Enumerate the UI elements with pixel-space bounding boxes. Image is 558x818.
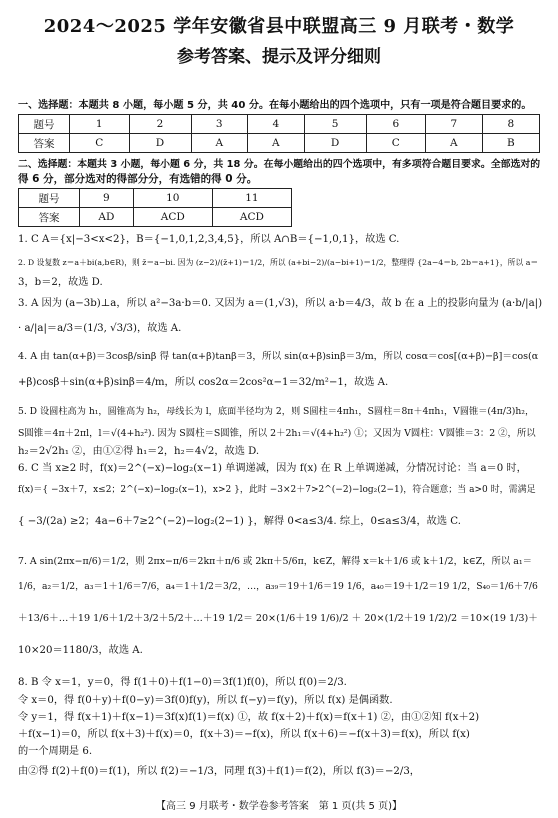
answer-cell: D bbox=[129, 134, 191, 153]
answer-cell: A bbox=[248, 134, 305, 153]
solution-line: ＋13/6＋…＋19 1/6＋1/2＋3/2＋5/2＋…＋19 1/2＝ 20×(1/6＋19 1/6)/2 ＋ 20×(1/2＋19 1/2)/2 ＝10×(19 1/3)＋ bbox=[18, 613, 538, 624]
solution-line: 由②得 f(2)＋f(0)＝f(1)，所以 f(2)＝−1/3，同理 f(3)＋f(1)＝f(2)，所以 f(3)＝−2/3， bbox=[18, 766, 420, 777]
table-row bbox=[19, 134, 540, 153]
page-footer: 【高三 9 月联考・数学卷参考答案 第 1 页(共 5 页)】 bbox=[156, 801, 402, 812]
question-number: 9 bbox=[80, 189, 134, 208]
table-row bbox=[19, 115, 540, 134]
question-number: 5 bbox=[304, 115, 366, 134]
section2-heading-line2: 得 6 分，部分选对的得部分分，有选错的得 0 分。 bbox=[18, 173, 258, 185]
solution-line: 1/6，a₂＝1/2，a₃＝1＋1/6＝7/6，a₄＝1＋1/2＝3/2，…，a₃₉＝19＋1/6＝19 1/6，a₄₀＝19＋1/2＝19 1/2，S₄₀＝1/6＋7/6 bbox=[18, 581, 538, 592]
solution-line: 的一个周期是 6. bbox=[18, 746, 93, 757]
question-number: 3 bbox=[191, 115, 248, 134]
answer-cell: C bbox=[366, 134, 426, 153]
answer-cell: C bbox=[70, 134, 130, 153]
solution-line: 5. D 设圆柱高为 h₁，圆锥高为 h₂，母线长为 l，底面半径均为 2，则 S圆柱＝4πh₁，S圆柱＝8π＋4πh₁，V圆锥＝(4π/3)h₂， bbox=[18, 406, 535, 417]
question-number: 4 bbox=[248, 115, 305, 134]
solution-line: 3，b＝2，故选 D. bbox=[18, 277, 103, 288]
solution-line: 7. A sin(2πx−π/6)＝1/2，则 2πx−π/6＝2kπ＋π/6 或 2kπ＋5/6π，k∈Z，解得 x＝k＋1/6 或 k＋1/2，k∈Z，所以 a₁＝ bbox=[18, 556, 532, 567]
question-number: 2 bbox=[129, 115, 191, 134]
section1-heading: 一、选择题：本题共 8 小题，每小题 5 分，共 40 分。在每小题给出的四个选项中，只有一项是符合题目要求的。 bbox=[18, 100, 532, 111]
table-row bbox=[19, 208, 292, 227]
answer-table-2 bbox=[18, 188, 292, 227]
solution-line: 6. C 当 x≥2 时，f(x)＝2^(−x)−log₂(x−1) 单调递减，因为 f(x) 在 R 上单调递减，分情况讨论：当 a＝0 时， bbox=[18, 463, 527, 474]
answer-cell: A bbox=[426, 134, 483, 153]
answer-cell: AD bbox=[80, 208, 134, 227]
solution-line: 10×20＝1180/3，故选 A. bbox=[18, 645, 143, 656]
solution-line: +β)cosβ＋sin(α+β)sinβ＝4/m，所以 cos2α＝2cos²α−1＝32/m²−1，故选 A. bbox=[18, 377, 389, 388]
table-row bbox=[19, 189, 292, 208]
solution-line: f(x)＝{ −3x＋7，x≤2；2^(−x)−log₂(x−1)，x>2 }，此时 −3×2＋7>2^(−2)−log₂(2−1)，符合题意；当 a>0 时，需满足 bbox=[18, 485, 536, 495]
solution-line: 8. B 令 x＝1，y＝0，得 f(1＋0)＋f(1−0)＝3f(1)f(0)，所以 f(0)＝2/3. bbox=[18, 677, 347, 688]
question-number: 8 bbox=[482, 115, 539, 134]
solution-line: · a/|a|＝a/3＝(1/3, √3/3)，故选 A. bbox=[18, 323, 182, 334]
solution-line: 令 x＝0，得 f(0＋y)＋f(0−y)＝3f(0)f(y)，所以 f(−y)＝f(y)，所以 f(x) 是偶函数. bbox=[18, 695, 393, 706]
solution-line: 3. A 因为 (a−3b)⊥a，所以 a²−3a·b＝0. 又因为 a＝(1,√3)，所以 a·b＝4/3，故 b 在 a 上的投影向量为 (a·b/|a|) bbox=[18, 298, 543, 309]
solution-line: ＋f(x−1)＝0，所以 f(x＋3)＋f(x)＝0，f(x＋3)＝−f(x)，所以 f(x＋6)＝−f(x＋3)＝f(x)，所以 f(x) bbox=[18, 729, 470, 740]
question-number: 10 bbox=[133, 189, 212, 208]
question-number: 6 bbox=[366, 115, 426, 134]
solution-line: h₂＝2√2h₁ ②，由①②得 h₁＝2，h₂＝4√2，故选 D. bbox=[18, 446, 260, 457]
solution-line: 令 y＝1，得 f(x＋1)＋f(x−1)＝3f(x)f(1)＝f(x) ①，故 f(x＋2)＋f(x)＝f(x＋1) ②，由①②知 f(x＋2) bbox=[18, 712, 480, 723]
page-subtitle: 参考答案、提示及评分细则 bbox=[177, 47, 381, 67]
row-label: 题号 bbox=[19, 115, 70, 134]
answer-cell: D bbox=[304, 134, 366, 153]
solution-line: 4. A 由 tan(α+β)＝3cosβ/sinβ 得 tan(α+β)tanβ＝3，所以 sin(α+β)sinβ＝3/m，所以 cosα＝cos[(α+β)−β]＝cos(α bbox=[18, 351, 539, 362]
answer-table-1 bbox=[18, 114, 540, 153]
answer-cell: ACD bbox=[212, 208, 291, 227]
row-label: 题号 bbox=[19, 189, 80, 208]
solution-line: S圆锥＝4π＋2πl，l＝√(4+h₂²). 因为 S圆柱＝S圆锥，所以 2＋2h₁＝√(4+h₂²) ①；又因为 V圆柱：V圆锥＝3：2 ②，所以 bbox=[18, 428, 536, 439]
page-title: 2024～2025 学年安徽省县中联盟高三 9 月联考・数学 bbox=[43, 16, 515, 37]
question-number: 1 bbox=[70, 115, 130, 134]
answer-cell: ACD bbox=[133, 208, 212, 227]
question-number: 7 bbox=[426, 115, 483, 134]
solution-line: { −3/(2a) ≥2；4a−6＋7≥2^(−2)−log₂(2−1) }，解得 0<a≤3/4. 综上，0≤a≤3/4，故选 C. bbox=[18, 516, 461, 527]
solution-line: 1. C A＝{x|−3<x<2}，B＝{−1,0,1,2,3,4,5}，所以 A∩B＝{−1,0,1}，故选 C. bbox=[18, 234, 400, 245]
row-label: 答案 bbox=[19, 208, 80, 227]
section2-heading-line1: 二、选择题：本题共 3 小题，每小题 6 分，共 18 分。在每小题给出的四个选项中，有多项符合题目要求。全部选对的 bbox=[18, 159, 541, 170]
question-number: 11 bbox=[212, 189, 291, 208]
answer-cell: B bbox=[482, 134, 539, 153]
solution-line: 2. D 设复数 z＝a＋bi(a,b∈R)，则 z̄＝a−bi. 因为 (z−2)/(z̄+1)＝1/2，所以 (a+bi−2)/(a−bi+1)＝1/2，整理得 {2a−4＝b, 2b＝a+1}，所以 a＝ bbox=[18, 258, 539, 267]
row-label: 答案 bbox=[19, 134, 70, 153]
answer-cell: A bbox=[191, 134, 248, 153]
